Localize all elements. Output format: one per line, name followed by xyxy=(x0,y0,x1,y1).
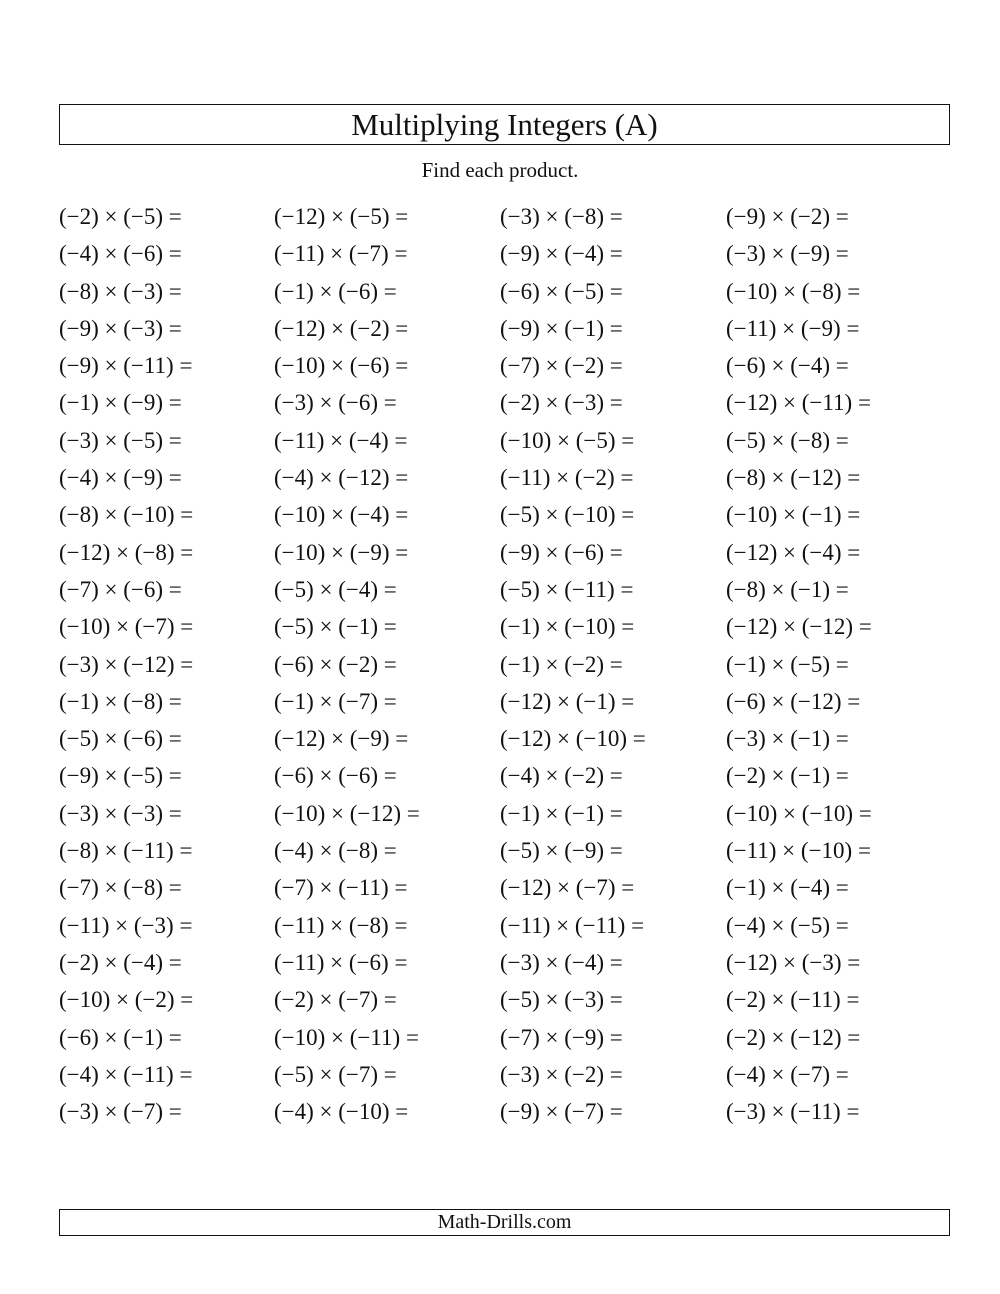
problem: (−3) × (−4) = xyxy=(500,949,623,975)
problem: (−2) × (−1) = xyxy=(726,763,849,789)
problem: (−11) × (−7) = xyxy=(274,241,408,267)
problem-row xyxy=(59,832,950,869)
problem: (−4) × (−5) = xyxy=(726,912,849,938)
problem: (−5) × (−7) = xyxy=(274,1061,397,1087)
problem: (−12) × (−8) = xyxy=(59,539,194,565)
problem: (−8) × (−3) = xyxy=(59,278,182,304)
problem: (−5) × (−4) = xyxy=(274,576,397,602)
problem: (−5) × (−8) = xyxy=(726,427,849,453)
problem: (−3) × (−12) = xyxy=(59,651,194,677)
problem: (−9) × (−1) = xyxy=(500,315,623,341)
problem: (−9) × (−5) = xyxy=(59,763,182,789)
problem: (−8) × (−1) = xyxy=(726,576,849,602)
problem-row xyxy=(59,720,950,757)
footer: Math-Drills.com xyxy=(59,1209,950,1236)
problem: (−12) × (−2) = xyxy=(274,315,409,341)
problem: (−3) × (−7) = xyxy=(59,1099,182,1125)
problem: (−2) × (−11) = xyxy=(726,987,860,1013)
problem: (−6) × (−12) = xyxy=(726,688,861,714)
problem: (−8) × (−11) = xyxy=(59,838,193,864)
problem: (−1) × (−5) = xyxy=(726,651,849,677)
problem: (−7) × (−11) = xyxy=(274,875,408,901)
problem: (−12) × (−12) = xyxy=(726,614,872,640)
problem-row xyxy=(59,534,950,571)
problem: (−5) × (−11) = xyxy=(500,576,634,602)
problem: (−6) × (−6) = xyxy=(274,763,397,789)
problem: (−3) × (−6) = xyxy=(274,390,397,416)
problem: (−5) × (−1) = xyxy=(274,614,397,640)
problem: (−11) × (−4) = xyxy=(274,427,408,453)
instructions: Find each product. xyxy=(421,158,579,182)
problem: (−11) × (−10) = xyxy=(726,838,871,864)
problem: (−12) × (−1) = xyxy=(500,688,635,714)
problem: (−11) × (−11) = xyxy=(500,912,645,938)
problem: (−3) × (−2) = xyxy=(500,1061,623,1087)
problem: (−10) × (−12) = xyxy=(274,800,420,826)
problem-row xyxy=(59,1019,950,1056)
problem-row xyxy=(59,310,950,347)
problem-row xyxy=(59,646,950,683)
problem: (−2) × (−4) = xyxy=(59,949,182,975)
problem: (−5) × (−6) = xyxy=(59,726,182,752)
problem-row xyxy=(59,795,950,832)
problem: (−12) × (−10) = xyxy=(500,726,646,752)
problem-row xyxy=(59,273,950,310)
problem: (−10) × (−9) = xyxy=(274,539,409,565)
problem-row xyxy=(59,1093,950,1130)
problem: (−6) × (−2) = xyxy=(274,651,397,677)
problem: (−3) × (−5) = xyxy=(59,427,182,453)
problem: (−2) × (−5) = xyxy=(59,204,182,229)
problem: (−10) × (−11) = xyxy=(274,1024,419,1050)
problem: (−9) × (−4) = xyxy=(500,241,623,267)
problem-row xyxy=(59,683,950,720)
problem-row xyxy=(59,459,950,496)
problem: (−2) × (−7) = xyxy=(274,987,397,1013)
problem: (−4) × (−6) = xyxy=(59,241,182,267)
problem: (−10) × (−6) = xyxy=(274,353,409,379)
problem: (−5) × (−10) = xyxy=(500,502,635,528)
problem: (−1) × (−1) = xyxy=(500,800,623,826)
problem: (−11) × (−9) = xyxy=(726,315,860,341)
problem: (−11) × (−2) = xyxy=(500,465,634,491)
problem: (−10) × (−4) = xyxy=(274,502,409,528)
problem: (−6) × (−5) = xyxy=(500,278,623,304)
problem: (−4) × (−8) = xyxy=(274,838,397,864)
problem: (−10) × (−5) = xyxy=(500,427,635,453)
problem: (−10) × (−1) = xyxy=(726,502,861,528)
problem: (−7) × (−9) = xyxy=(500,1024,623,1050)
problem-row xyxy=(59,757,950,794)
problem: (−1) × (−10) = xyxy=(500,614,635,640)
problem: (−4) × (−10) = xyxy=(274,1099,409,1125)
problem: (−1) × (−9) = xyxy=(59,390,182,416)
problem-row xyxy=(59,869,950,906)
problem-row xyxy=(59,198,950,235)
problem-row xyxy=(59,944,950,981)
problem: (−10) × (−2) = xyxy=(59,987,194,1013)
problem: (−7) × (−2) = xyxy=(500,353,623,379)
problem: (−12) × (−9) = xyxy=(274,726,409,752)
problem: (−8) × (−10) = xyxy=(59,502,194,528)
problem: (−3) × (−9) = xyxy=(726,241,849,267)
problem: (−4) × (−7) = xyxy=(726,1061,849,1087)
problem: (−1) × (−6) = xyxy=(274,278,397,304)
problem: (−3) × (−11) = xyxy=(726,1099,860,1125)
problem: (−11) × (−8) = xyxy=(274,912,408,938)
problem: (−1) × (−7) = xyxy=(274,688,397,714)
problem-row xyxy=(59,907,950,944)
problem-row xyxy=(59,608,950,645)
problem: (−8) × (−12) = xyxy=(726,465,861,491)
problem: (−12) × (−5) = xyxy=(274,204,409,229)
problem: (−3) × (−3) = xyxy=(59,800,182,826)
problem: (−12) × (−3) = xyxy=(726,949,861,975)
problem: (−3) × (−1) = xyxy=(726,726,849,752)
problem: (−12) × (−4) = xyxy=(726,539,861,565)
problem: (−3) × (−8) = xyxy=(500,204,623,229)
problem: (−5) × (−9) = xyxy=(500,838,623,864)
problem: (−1) × (−4) = xyxy=(726,875,849,901)
problem: (−6) × (−4) = xyxy=(726,353,849,379)
problem: (−12) × (−11) = xyxy=(726,390,871,416)
problem: (−5) × (−3) = xyxy=(500,987,623,1013)
problem: (−7) × (−6) = xyxy=(59,576,182,602)
problem-row xyxy=(59,384,950,421)
problem: (−9) × (−3) = xyxy=(59,315,182,341)
worksheet-title: Multiplying Integers (A) xyxy=(59,104,950,145)
problem-grid xyxy=(59,198,950,1130)
problem: (−4) × (−12) = xyxy=(274,465,409,491)
problem: (−10) × (−8) = xyxy=(726,278,861,304)
problem-row xyxy=(59,1056,950,1093)
problem: (−9) × (−7) = xyxy=(500,1099,623,1125)
problem: (−7) × (−8) = xyxy=(59,875,182,901)
problem-row xyxy=(59,981,950,1018)
problem: (−4) × (−9) = xyxy=(59,465,182,491)
problem: (−2) × (−12) = xyxy=(726,1024,861,1050)
problem: (−1) × (−8) = xyxy=(59,688,182,714)
problem: (−9) × (−2) = xyxy=(726,204,849,229)
problem: (−4) × (−11) = xyxy=(59,1061,193,1087)
problem: (−10) × (−7) = xyxy=(59,614,194,640)
problem: (−2) × (−3) = xyxy=(500,390,623,416)
problem: (−4) × (−2) = xyxy=(500,763,623,789)
problem-row xyxy=(59,235,950,272)
problem: (−10) × (−10) = xyxy=(726,800,872,826)
problem: (−9) × (−11) = xyxy=(59,353,193,379)
problem: (−12) × (−7) = xyxy=(500,875,635,901)
problem: (−1) × (−2) = xyxy=(500,651,623,677)
problem: (−9) × (−6) = xyxy=(500,539,623,565)
problem-row xyxy=(59,496,950,533)
problem-row xyxy=(59,347,950,384)
problem-row xyxy=(59,422,950,459)
problem-row xyxy=(59,571,950,608)
problem: (−11) × (−6) = xyxy=(274,949,408,975)
problem: (−11) × (−3) = xyxy=(59,912,193,938)
problem: (−6) × (−1) = xyxy=(59,1024,182,1050)
